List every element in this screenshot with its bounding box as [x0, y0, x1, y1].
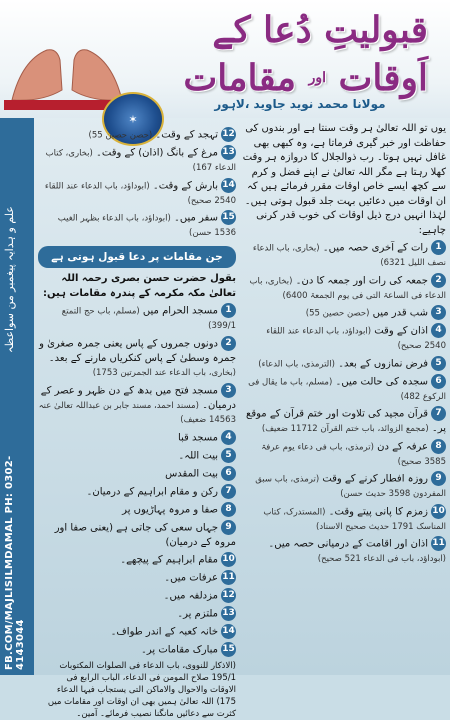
- item-text: سفر میں۔: [174, 212, 218, 224]
- item-reference: (بخاری، کتاب الدعاء 167): [45, 148, 236, 173]
- item-reference: (بخاری، باب الدعاء نصف اللیل 6321): [252, 243, 446, 268]
- item-text: زمزم کا پانی پیتے وقت۔: [328, 506, 428, 517]
- item-number: 9: [221, 520, 236, 535]
- item-text: مسجد قبا: [177, 432, 218, 443]
- item-number: 8: [431, 439, 446, 454]
- item-text: فرض نمازوں کے بعد۔: [338, 358, 428, 369]
- item-number: 11: [431, 536, 446, 551]
- item-number: 14: [221, 624, 236, 639]
- poster-title: قبولیتِ دُعا کے اَوقات $^{اور}$ مقامات: [183, 9, 428, 99]
- item-number: 3: [431, 305, 446, 320]
- item-reference: (ابوداؤد، باب الدعاء بظہر الغیب 1536 حسن): [57, 213, 236, 238]
- time-item: [38, 145, 236, 176]
- time-item: [242, 305, 446, 321]
- item-reference: (مسلم، باب ما یقال فی الرکوع 482): [248, 377, 446, 402]
- place-item: [38, 570, 236, 586]
- item-text: سجدہ کی حالت میں۔: [335, 376, 428, 387]
- item-text: قرآن مجید کی تلاوت اور ختم قرآن کے موقع پر۔: [246, 408, 446, 434]
- item-text: روزہ افطار کرنے کے وقت: [322, 473, 428, 485]
- time-item: [242, 273, 446, 304]
- right-column: [242, 122, 446, 672]
- item-number: 3: [221, 383, 236, 398]
- item-number: 7: [431, 406, 446, 421]
- item-text: مسجد فتح میں بدھ کے دن ظہر و عصر کے درمیان۔: [40, 385, 236, 411]
- item-reference: (ابوداؤد، باب فی الدعاء 521 صحیح): [317, 554, 446, 564]
- item-text: بیت اللہ۔: [178, 450, 218, 461]
- item-reference: (الترمذی، باب الدعاء): [258, 359, 335, 369]
- item-number: 12: [221, 127, 236, 142]
- place-item: [38, 430, 236, 446]
- item-number: 1: [221, 303, 236, 318]
- item-text: مرغ کے بانگ (اذان) کے وقت۔: [96, 147, 218, 159]
- item-number: 10: [431, 504, 446, 519]
- item-text: مزدلفہ میں۔: [163, 590, 218, 602]
- place-item: [38, 624, 236, 640]
- item-number: 5: [221, 448, 236, 463]
- item-reference: (ترمذی، باب فی دعاء یوم عرفۃ 3585 صحیح): [261, 442, 446, 467]
- place-item: [38, 448, 236, 464]
- item-number: 13: [221, 606, 236, 621]
- time-item: [242, 536, 446, 567]
- item-number: 10: [221, 552, 236, 567]
- closing-text: (الاذکار للنووی، باب الدعاء فی الصلوات المکتوبات 195/1 صلاح المومن فی الدعاء، الباب الرابع فی الاوقات والاحوال والاماکن التی یستجاب فیہا الدعاء 175) اللہ تعالیٰ ہمیں بھی ان اوقات اور مقامات میں کثرت سے دعائیں مانگنا نصیب فرمائے۔ آمین۔: [47, 661, 236, 719]
- item-reference: (بخاری، باب الدعاء فی الساعۃ التی فی یوم الجمعۃ 6400): [249, 276, 446, 301]
- item-reference: (المستدرک، کتاب المناسک 1791 حدیث صحیح الاسناد): [263, 507, 446, 532]
- places-intro: بقول حضرت حسن بصری رحمہ اللہ تعالیٰ مکہ مکرمہ کے پندرہ مقامات ہیں:: [42, 273, 236, 299]
- time-item: [38, 127, 236, 143]
- place-item: [38, 520, 236, 551]
- author-name: مولانا محمد نوید جاوید ،لاہور: [214, 97, 386, 111]
- item-number: 4: [221, 430, 236, 445]
- item-number: 6: [431, 374, 446, 389]
- item-text: رات کے آخری حصہ میں۔: [322, 242, 428, 254]
- place-item: [38, 484, 236, 500]
- item-reference: (حصن حصین 55): [88, 130, 153, 141]
- item-number: 15: [221, 642, 236, 657]
- place-item: [38, 606, 236, 622]
- item-number: 6: [221, 466, 236, 481]
- item-text: صفا و مروہ پہاڑیوں پر: [122, 504, 218, 515]
- item-reference: (ابوداؤد، باب الدعاء عند اللقاء 2540 صحیح): [266, 326, 446, 351]
- time-item: [242, 356, 446, 372]
- item-reference: (مسند احمد، مسند جابر بن عبداللہ تعالیٰ عنہ 14563 ضعیف): [38, 400, 236, 425]
- item-number: 8: [221, 502, 236, 517]
- time-item: [38, 210, 236, 241]
- item-number: 2: [221, 336, 236, 351]
- item-text: عرفہ کے دن: [377, 441, 428, 452]
- item-reference: (مجمع الزوائد، باب ختم القرآن 11712 ضعیف): [261, 424, 429, 434]
- item-number: 12: [221, 588, 236, 603]
- item-text: مسجد الحرام میں: [142, 305, 218, 317]
- item-number: 7: [221, 484, 236, 499]
- item-text: بیت المقدس: [165, 468, 218, 479]
- time-item: [242, 406, 446, 437]
- item-text: دونوں جمروں کے پاس یعنی جمرہ صغریٰ و جمرہ وسطیٰ کے پاس کنکریاں مارنے کے بعد۔: [39, 338, 236, 364]
- item-text: بارش کے وقت۔: [152, 180, 218, 191]
- item-text: شب قدر میں: [372, 307, 428, 319]
- time-item: [242, 504, 446, 535]
- item-text: عرفات میں۔: [164, 572, 218, 584]
- item-text: اذان کے وقت: [374, 325, 428, 337]
- item-number: 9: [431, 471, 446, 486]
- place-item: [38, 642, 236, 658]
- place-item: [38, 466, 236, 482]
- item-number: 1: [431, 240, 446, 255]
- intro-text: یوں تو اللہ تعالیٰ ہر وقت سنتا ہے اور بندوں کی حفاظت اور خبر گیری فرماتا ہے، وہ کبھی بھی غافل نہیں ہوتا۔ رب ذوالجلال کا دروازہ ہر وقت کھلا رہتا ہے مگر اللہ تعالیٰ نے اپنے فضل و کرم سے کچھ ایسے خاص اوقات مقرر فرمائے ہیں کہ ان اوقات میں دعائیں بہت جلد قبول ہوتی ہیں۔ لہٰذا انہیں درج ذیل اوقات کی خوب قدر کرنی چاہیے:: [242, 123, 446, 236]
- item-number: 14: [221, 178, 236, 193]
- time-item: [242, 374, 446, 405]
- item-text: مقام ابراہیم کے پیچھے۔: [120, 554, 218, 566]
- place-item: [38, 336, 236, 381]
- place-item: [38, 588, 236, 604]
- time-item: [242, 240, 446, 271]
- item-text: اذان اور اقامت کے درمیانی حصہ میں۔: [268, 538, 428, 550]
- item-text: مبارک مقامات پر۔: [141, 644, 218, 656]
- place-item: [38, 383, 236, 428]
- item-number: 15: [221, 210, 236, 225]
- sidebar-website: FB.COM/MAJLISILMDAMAL PH: 0302-4143044: [4, 455, 26, 670]
- item-reference: (ترمذی، باب سبق المفردون 3598 حدیث حسن): [255, 474, 446, 499]
- places-banner: جن مقامات پر دعا قبول ہوتی ہے: [38, 246, 236, 269]
- item-reference: (بخاری، باب الدعاء عند الجمرتین 1753): [92, 368, 236, 378]
- header: [0, 0, 450, 118]
- item-number: 5: [431, 356, 446, 371]
- sidebar-arabic-text: علم و ہدایہ پیغمبر من سواعظہ: [3, 206, 16, 354]
- left-column: [38, 126, 236, 719]
- time-item: [242, 323, 446, 354]
- place-item: [38, 303, 236, 334]
- item-text: جمعہ کی رات اور جمعہ کا دن۔: [295, 275, 428, 286]
- item-text: جہاں سعی کی جاتی ہے (یعنی صفا اور مروہ کے درمیان): [54, 522, 236, 548]
- time-item: [242, 439, 446, 470]
- place-item: [38, 552, 236, 568]
- item-text: رکن و مقام ابراہیم کے درمیان۔: [86, 486, 218, 497]
- item-number: 4: [431, 323, 446, 338]
- item-number: 13: [221, 145, 236, 160]
- time-item: [242, 471, 446, 502]
- place-item: [38, 502, 236, 518]
- item-text: تہجد کے وقت۔: [155, 129, 218, 141]
- item-reference: (حصن حصین 55): [305, 308, 370, 319]
- logo-emblem: ✶: [102, 92, 164, 146]
- item-text: ملتزم پر۔: [177, 608, 218, 620]
- time-item: [38, 178, 236, 209]
- item-reference: (ابوداؤد، باب الدعاء عند اللقاء 2540 صحیح): [44, 181, 236, 206]
- item-text: خانہ کعبہ کے اندر طواف۔: [110, 626, 218, 638]
- item-number: 11: [221, 570, 236, 585]
- item-reference: (مسلم، باب حج التمتع 399/1): [61, 306, 236, 331]
- item-number: 2: [431, 273, 446, 288]
